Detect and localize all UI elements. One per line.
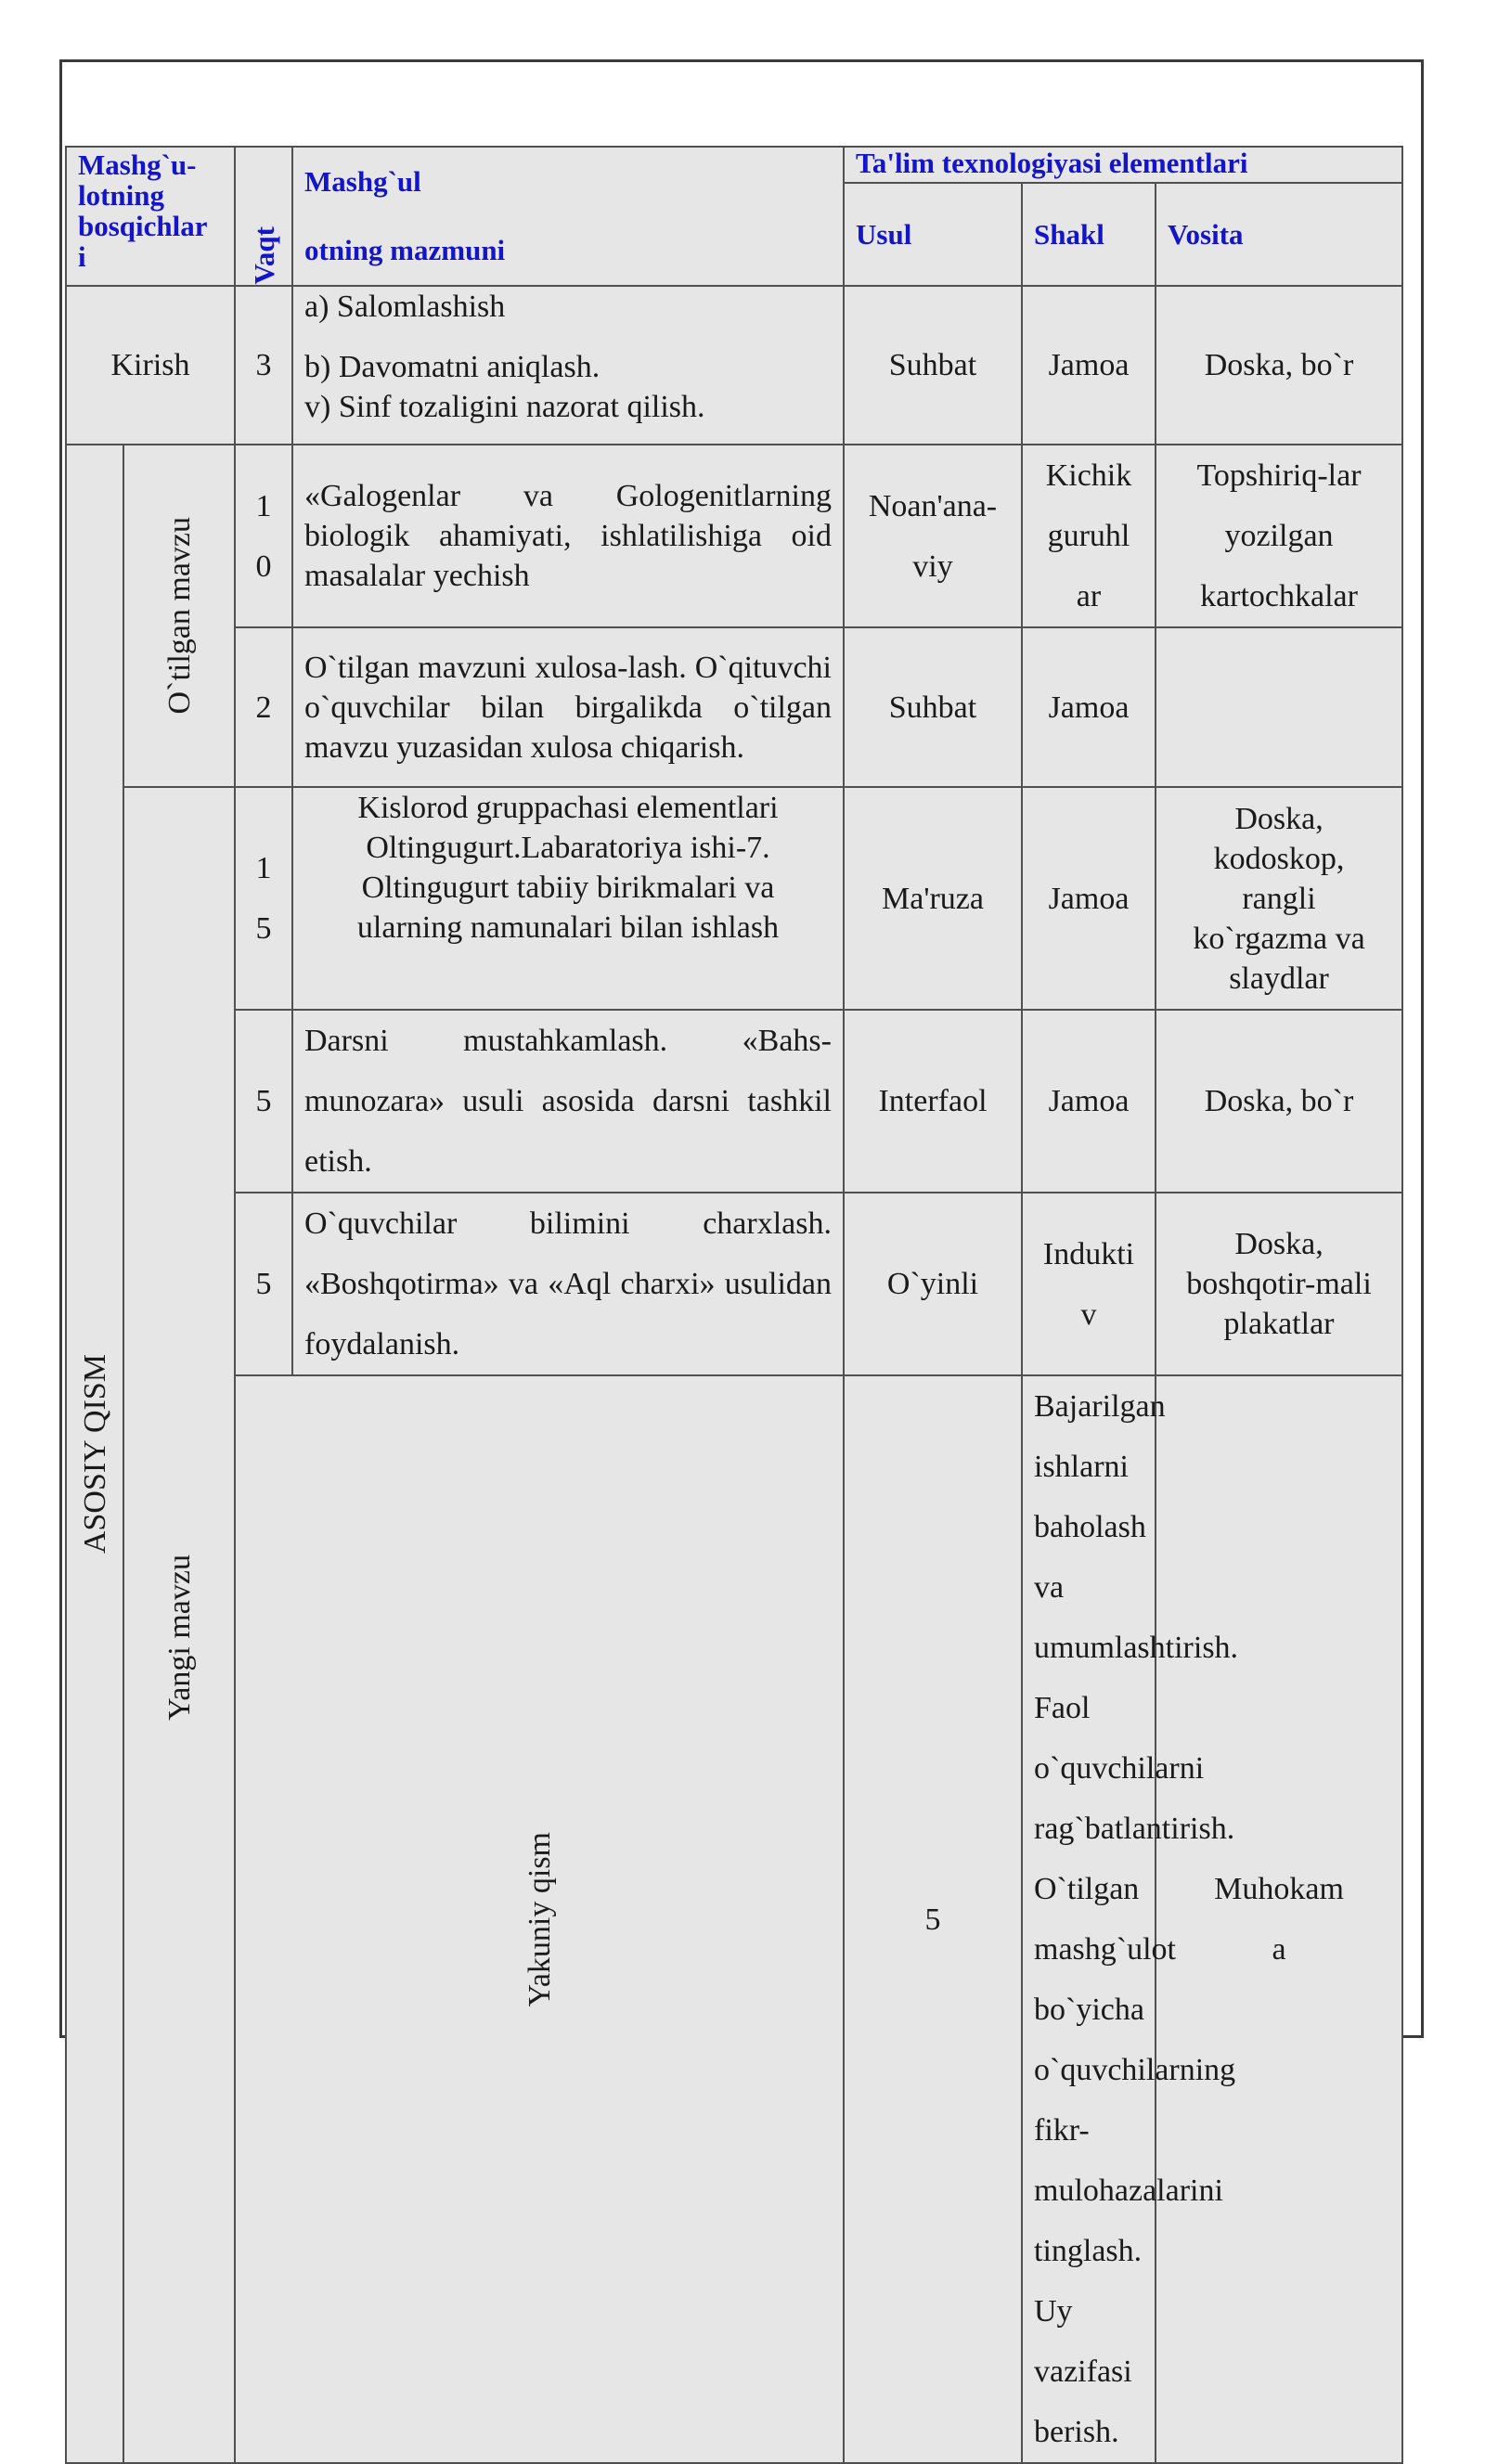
header-content-top: Mashg`ul [304, 165, 421, 198]
row-time [235, 787, 292, 1010]
row-tool-value: Doska, kodoskop, rangli ko`rgazma va slaydlar [1193, 801, 1365, 996]
row-method [844, 445, 1022, 627]
row-time: 2 [235, 627, 292, 787]
row-method [1156, 1375, 1402, 2463]
section-new-label: Yangi mavzu [161, 1554, 197, 1721]
row-form [1022, 445, 1156, 627]
row-form: Jamoa [1022, 286, 1156, 445]
row-time [235, 445, 292, 627]
row-time-value: 1 0 [255, 488, 272, 584]
content-line: b) Davomatni aniqlash. [304, 350, 600, 384]
table-row [66, 1193, 1402, 1375]
row-tool [1156, 627, 1402, 787]
row-content: O`quvchilar bilimini charxlash. «Boshqotirma» va «Aql charxi» usulidan foydalanish. [292, 1193, 844, 1375]
row-tool [1156, 445, 1402, 627]
row-content [292, 286, 844, 445]
section-final-label: Yakuniy qism [522, 1831, 557, 2007]
section-final [235, 1375, 844, 2463]
row-method: Suhbat [844, 627, 1022, 787]
row-form: Jamoa [1022, 787, 1156, 1010]
row-tool: Doska, bo`r [1156, 286, 1402, 445]
table-row [66, 1010, 1402, 1193]
row-form: Jamoa [1022, 627, 1156, 787]
header-content [292, 147, 844, 286]
row-tool [1156, 1193, 1402, 1375]
table-row [66, 445, 1402, 627]
row-method: Ma'ruza [844, 787, 1022, 1010]
section-covered [123, 445, 235, 787]
header-time [235, 147, 292, 286]
row-content-value: Kislorod gruppachasi elementlari Oltingugurt.Labaratoriya ishi-7. Oltingugurt tabiiy birikmalari va ularning namunalari bilan ishlash [356, 791, 780, 945]
row-form-value: Indukti v [1042, 1236, 1135, 1332]
table-row [66, 787, 1402, 1010]
row-content: «Galogenlar va Gologenitlarning biologik ahamiyati, ishlatilishiga oid masalalar yechish [292, 445, 844, 627]
row-method: Suhbat [844, 286, 1022, 445]
row-content: Bajarilgan ishlarni baholash va umumlashtirish. Faol o`quvchilarni rag`batlantirish. O`tilgan mashg`ulot bo`yicha o`quvchilarning fikr-mulohazalarini tinglash. Uy vazifasi berish. [1022, 1375, 1156, 2463]
row-tool-value: Doska, boshqotir-mali plakatlar [1186, 1227, 1372, 1341]
header-stage-label: Mashg`u- lotning bosqichlar i [78, 148, 208, 273]
header-stage [66, 147, 235, 286]
row-tool: Doska, bo`r [1156, 1010, 1402, 1193]
row-tool [1156, 787, 1402, 1010]
section-intro: Kirish [66, 286, 235, 445]
section-main [66, 445, 123, 2463]
row-time: 5 [844, 1375, 1022, 2463]
table-row [66, 1375, 1402, 2463]
row-form: Jamoa [1022, 1010, 1156, 1193]
header-method: Usul [844, 183, 1022, 287]
row-content: O`tilgan mavzuni xulosa-lash. O`qituvchi o`quvchilar bilan birgalikda o`tilgan mavzu yuzasidan xulosa chiqarish. [292, 627, 844, 787]
row-method: O`yinli [844, 1193, 1022, 1375]
header-form: Shakl [1022, 183, 1156, 287]
section-new [123, 787, 235, 2463]
row-form [1022, 1193, 1156, 1375]
row-tool-value: Topshiriq-lar yozilgan kartochkalar [1196, 458, 1362, 613]
row-method: Interfaol [844, 1010, 1022, 1193]
section-covered-label: O`tilgan mavzu [161, 517, 197, 715]
row-content [292, 787, 844, 1010]
content-line: v) Sinf tozaligini nazorat qilish. [304, 390, 705, 424]
header-content-bottom: otning mazmuni [304, 234, 506, 266]
content-line: a) Salomlashish [304, 290, 506, 324]
row-content: Darsni mustahkamlash. «Bahs-munozara» usuli asosida darsni tashkil etish. [292, 1010, 844, 1193]
row-method-value: Noan'ana- viy [868, 488, 998, 584]
table-row [66, 286, 1402, 445]
row-form-value: Kichik guruhl ar [1045, 458, 1132, 613]
row-method-value: Muhokam a [1214, 1872, 1344, 1967]
header-time-label: Vaqt [247, 226, 280, 285]
header-row-1 [66, 147, 1402, 183]
header-tool: Vosita [1156, 183, 1402, 287]
row-time-value: 1 5 [255, 851, 272, 946]
row-time: 3 [235, 286, 292, 445]
row-time: 5 [235, 1193, 292, 1375]
lesson-plan-table [65, 146, 1403, 2464]
row-time: 5 [235, 1010, 292, 1193]
section-main-label: ASOSIY QISM [77, 1353, 112, 1555]
header-tech-group: Ta'lim texnologiyasi elementlari [844, 147, 1402, 183]
table-row [66, 627, 1402, 787]
